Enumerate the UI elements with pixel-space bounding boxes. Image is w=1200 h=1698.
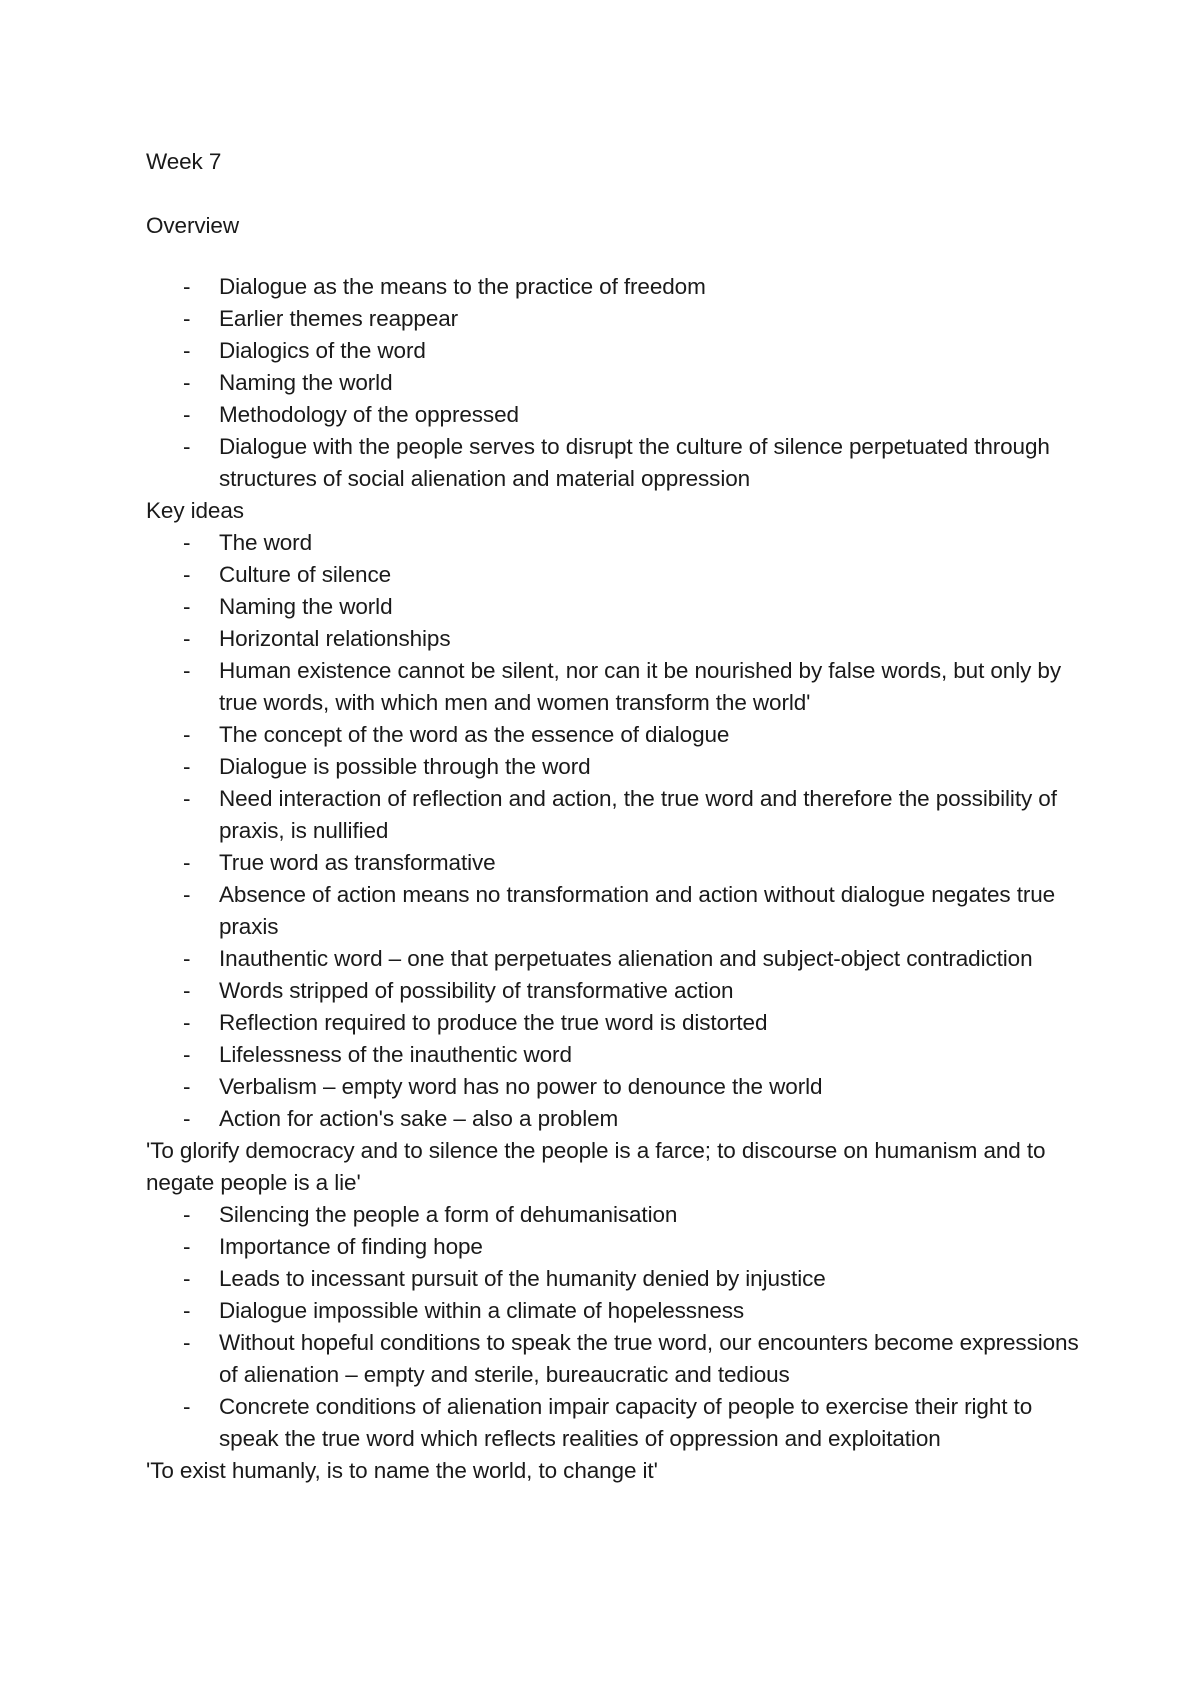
list-item: - Action for action's sake – also a problem: [146, 1103, 1086, 1135]
list-item: - Concrete conditions of alienation impair capacity of people to exercise their right to speak the true word which reflects realities of oppression and exploitation: [146, 1391, 1086, 1455]
list-item: - Silencing the people a form of dehumanisation: [146, 1199, 1086, 1231]
list-item: - Culture of silence: [146, 559, 1086, 591]
list-item: - Naming the world: [146, 367, 1086, 399]
list-item: - Words stripped of possibility of transformative action: [146, 975, 1086, 1007]
list-item: - Dialogue as the means to the practice of freedom: [146, 271, 1086, 303]
list-item: - Inauthentic word – one that perpetuates alienation and subject-object contradiction: [146, 943, 1086, 975]
list-item: - Methodology of the oppressed: [146, 399, 1086, 431]
list-item: - Dialogue impossible within a climate of hopelessness: [146, 1295, 1086, 1327]
list-item: - True word as transformative: [146, 847, 1086, 879]
list-item: - The concept of the word as the essence of dialogue: [146, 719, 1086, 751]
list-item: - Horizontal relationships: [146, 623, 1086, 655]
document-title: Week 7: [146, 149, 222, 174]
list-item: - Earlier themes reappear: [146, 303, 1086, 335]
list-item: - Verbalism – empty word has no power to denounce the world: [146, 1071, 1086, 1103]
list-item: - Dialogue is possible through the word: [146, 751, 1086, 783]
list-item: - Dialogics of the word: [146, 335, 1086, 367]
list-item: - Need interaction of reflection and action, the true word and therefore the possibility of praxis, is nullified: [146, 783, 1086, 847]
quote-exist-humanly: 'To exist humanly, is to name the world, to change it': [146, 1458, 658, 1483]
list-item: - Importance of finding hope: [146, 1231, 1086, 1263]
list-item: - Human existence cannot be silent, nor can it be nourished by false words, but only by true words, with which men and women transform the world': [146, 655, 1086, 719]
list-item: - Reflection required to produce the true word is distorted: [146, 1007, 1086, 1039]
document-page: [146, 146, 1086, 1487]
quote-democracy: 'To glorify democracy and to silence the people is a farce; to discourse on humanism and to negate people is a lie': [146, 1138, 1052, 1195]
overview-list: [146, 271, 1086, 495]
list-item: - Without hopeful conditions to speak the true word, our encounters become expressions of alienation – empty and sterile, bureaucratic and tedious: [146, 1327, 1086, 1391]
list-item: - Absence of action means no transformation and action without dialogue negates true praxis: [146, 879, 1086, 943]
list-item: - Naming the world: [146, 591, 1086, 623]
key-ideas-list: [146, 527, 1086, 1135]
quote-democracy-list: [146, 1199, 1086, 1455]
list-item: - Lifelessness of the inauthentic word: [146, 1039, 1086, 1071]
key-ideas-heading: Key ideas: [146, 498, 244, 523]
list-item: - Dialogue with the people serves to disrupt the culture of silence perpetuated through structures of social alienation and material oppression: [146, 431, 1086, 495]
list-item: - Leads to incessant pursuit of the humanity denied by injustice: [146, 1263, 1086, 1295]
list-item: - The word: [146, 527, 1086, 559]
overview-heading: Overview: [146, 213, 239, 238]
